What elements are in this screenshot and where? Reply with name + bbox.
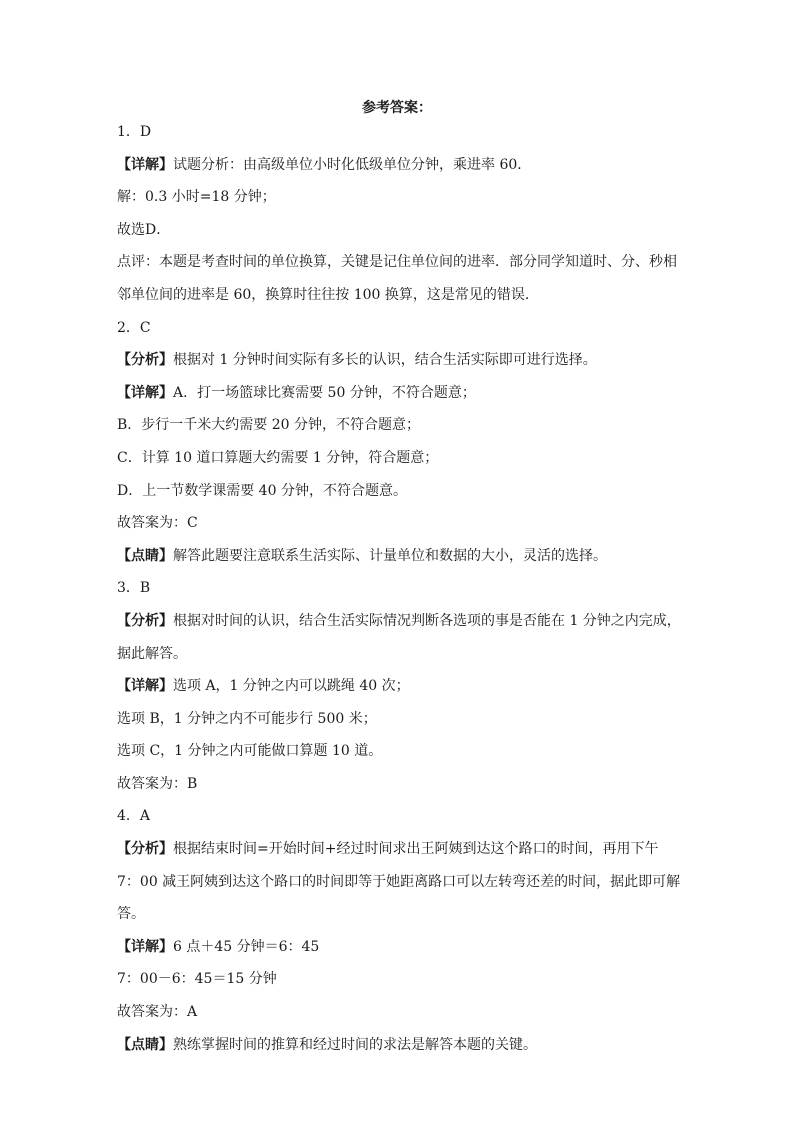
q4-analysis-tag: 【分析】 — [117, 841, 173, 858]
q3-detail-b: 选项 B，1 分钟之内不可能步行 500 米； — [117, 710, 377, 727]
q2-tip-tag: 【点睛】 — [117, 547, 173, 564]
q1-detail-tag: 【详解】 — [117, 156, 173, 173]
q4-number: 4．A — [117, 808, 151, 825]
q2-analysis-tag: 【分析】 — [117, 352, 173, 369]
q4-analysis-text1: 根据结束时间=开始时间+经过时间求出王阿姨到达这个路口的时间，再用下午 — [173, 841, 659, 858]
q1-solution: 解：0.3 小时=18 分钟； — [117, 189, 276, 206]
q4-detail-line2: 7：00－6：45＝15 分钟 — [117, 971, 277, 988]
q4-tip-text: 熟练掌握时间的推算和经过时间的求法是解答本题的关键。 — [173, 1036, 537, 1053]
q4-answer: 故答案为：A — [117, 1004, 198, 1021]
q3-analysis-line1 — [117, 611, 682, 631]
q3-analysis-text1: 根据对时间的认识，结合生活实际情况判断各选项的事是否能在 1 分钟之内完成， — [173, 612, 681, 629]
q2-number: 2．C — [117, 319, 151, 336]
q2-analysis-text: 根据对 1 分钟时间实际有多长的认识，结合生活实际即可进行选择。 — [173, 352, 597, 369]
q2-detail-c: C．计算 10 道口算题大约需要 1 分钟，符合题意； — [117, 449, 439, 466]
q3-detail-c: 选项 C，1 分钟之内可能做口算题 10 道。 — [117, 743, 383, 760]
q4-analysis-line3: 答。 — [117, 906, 145, 923]
q3-detail — [117, 676, 682, 696]
q1-detail — [117, 155, 682, 175]
q2-tip-text: 解答此题要注意联系生活实际、计量单位和数据的大小，灵活的选择。 — [173, 547, 607, 564]
q1-comment-line1: 点评：本题是考查时间的单位换算，关键是记住单位间的进率．部分同学知道时、分、秒相 — [117, 254, 677, 271]
q1-number: 1．D — [117, 124, 152, 140]
q3-answer: 故答案为：B — [117, 775, 198, 792]
q4-tip-tag: 【点睛】 — [117, 1036, 173, 1053]
answer-content — [117, 122, 682, 1067]
q3-detail-tag: 【详解】 — [117, 678, 173, 695]
q2-detail-tag: 【详解】 — [117, 384, 173, 401]
q2-detail-a: A．打一场篮球比赛需要 50 分钟，不符合题意； — [173, 384, 476, 401]
q3-detail-a: 选项 A，1 分钟之内可以跳绳 40 次； — [173, 678, 410, 695]
q3-analysis-line2: 据此解答。 — [117, 645, 187, 662]
q4-detail-text1: 6 点＋45 分钟＝6：45 — [173, 938, 320, 955]
q2-analysis — [117, 350, 682, 370]
q4-analysis-line1 — [117, 839, 682, 859]
q2-detail — [117, 383, 682, 403]
q1-choose: 故选D． — [117, 221, 171, 238]
q4-tip — [117, 1035, 682, 1055]
q4-analysis-line2: 7：00 减王阿姨到达这个路口的时间即等于她距离路口可以左转弯还差的时间，据此即可解 — [117, 873, 681, 890]
q2-tip — [117, 546, 682, 566]
q4-detail-tag: 【详解】 — [117, 938, 173, 955]
q2-detail-d: D．上一节数学课需要 40 分钟，不符合题意。 — [117, 482, 407, 499]
q3-number: 3．B — [117, 580, 151, 597]
q1-detail-text: 试题分析：由高级单位小时化低级单位分钟，乘进率 60． — [173, 156, 532, 173]
q1-comment-line2: 邻单位间的进率是 60，换算时往往按 100 换算，这是常见的错误． — [117, 286, 539, 303]
q2-detail-b: B．步行一千米大约需要 20 分钟，不符合题意； — [117, 417, 421, 434]
page-title: 参考答案： — [362, 100, 432, 116]
q4-detail — [117, 937, 682, 957]
q3-analysis-tag: 【分析】 — [117, 612, 173, 629]
q2-answer: 故答案为：C — [117, 515, 198, 532]
